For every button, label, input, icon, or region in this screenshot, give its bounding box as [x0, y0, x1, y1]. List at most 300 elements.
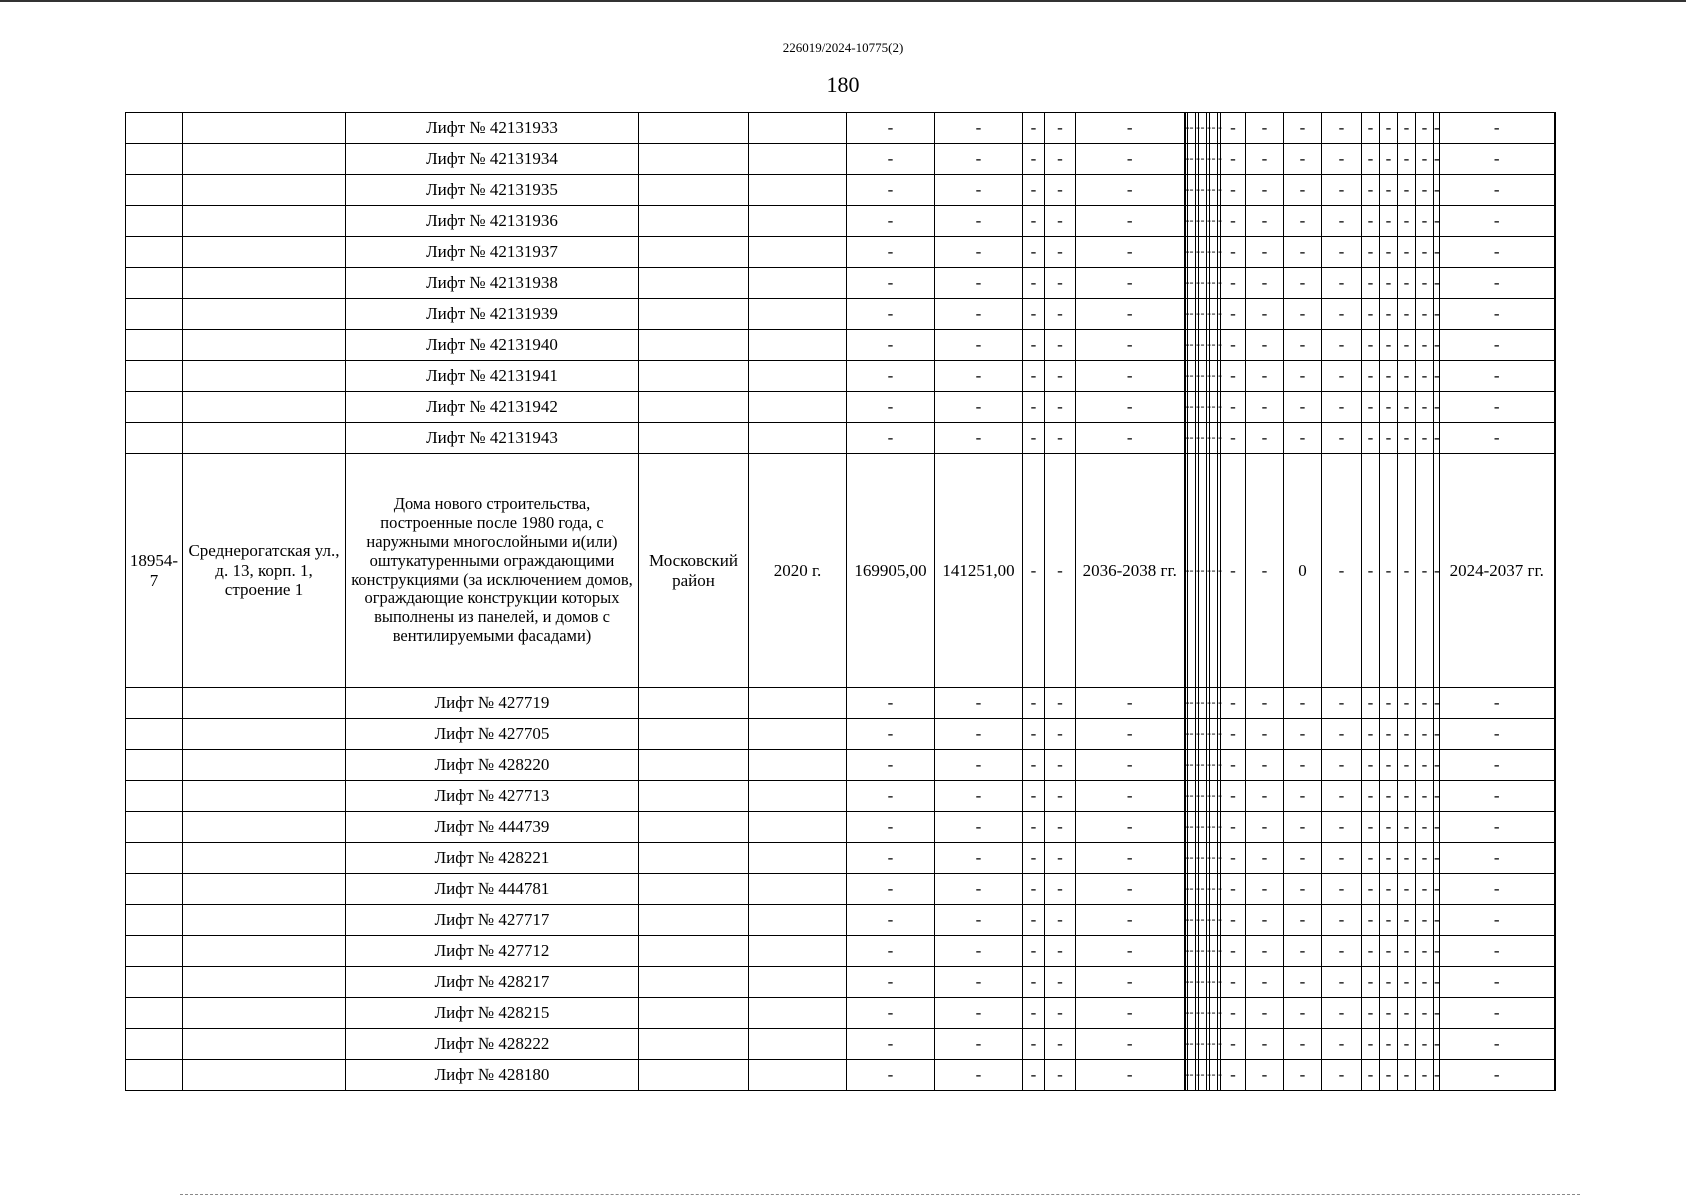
dash-cell: - [1207, 454, 1210, 688]
dash-cell: - [1322, 812, 1362, 843]
dash-cell: - [847, 843, 935, 874]
dash-cell: - [1218, 392, 1221, 423]
dash-cell: - [1185, 299, 1188, 330]
lift-row [126, 719, 1555, 750]
dash-cell: - [1196, 936, 1199, 967]
dash-cell: - [1434, 843, 1440, 874]
dash-cell: - [1380, 423, 1398, 454]
dash-cell: - [1398, 688, 1416, 719]
dash-cell: - [1210, 843, 1218, 874]
dash-cell: - [1196, 781, 1199, 812]
dash-cell: - [935, 905, 1023, 936]
dash-cell: - [1221, 967, 1246, 998]
dash-cell: - [1076, 843, 1185, 874]
dash-cell: - [1210, 874, 1218, 905]
dash-cell: - [1246, 299, 1284, 330]
dash-cell: - [1218, 719, 1221, 750]
dash-cell: - [1185, 361, 1188, 392]
empty-cell [639, 967, 749, 998]
dash-cell: - [1218, 781, 1221, 812]
dash-cell: - [1434, 330, 1440, 361]
lift-name-cell: Лифт № 427717 [346, 905, 639, 936]
lift-row [126, 206, 1555, 237]
dash-cell: - [1246, 268, 1284, 299]
dash-cell: - [1440, 905, 1555, 936]
dash-cell: - [935, 392, 1023, 423]
lift-name-cell: Лифт № 42131941 [346, 361, 639, 392]
dash-cell: - [1023, 812, 1045, 843]
empty-cell [639, 936, 749, 967]
dash-cell: - [847, 392, 935, 423]
dash-cell: - [1322, 330, 1362, 361]
dash-cell: - [1221, 1060, 1246, 1091]
dash-cell: - [1284, 392, 1322, 423]
dash-cell: - [1284, 423, 1322, 454]
dash-cell: - [1185, 423, 1188, 454]
lift-name-cell: Лифт № 42131940 [346, 330, 639, 361]
empty-cell [749, 268, 847, 299]
empty-cell [749, 998, 847, 1029]
dash-cell: - [1185, 843, 1188, 874]
dash-cell: - [1416, 998, 1434, 1029]
lift-row [126, 361, 1555, 392]
dash-cell: - [1076, 874, 1185, 905]
dash-cell: - [1362, 237, 1380, 268]
empty-cell [749, 812, 847, 843]
dash-cell: - [847, 299, 935, 330]
dash-cell: - [1210, 688, 1218, 719]
dash-cell: - [1362, 998, 1380, 1029]
dash-cell: - [1045, 998, 1076, 1029]
empty-cell [749, 299, 847, 330]
district-cell: Московский район [639, 454, 749, 688]
dash-cell: - [1221, 843, 1246, 874]
dash-cell: - [1023, 299, 1045, 330]
dash-cell: - [1023, 967, 1045, 998]
dash-cell: - [1076, 719, 1185, 750]
empty-cell [183, 905, 346, 936]
lift-name-cell: Лифт № 444739 [346, 812, 639, 843]
dash-cell: - [1398, 719, 1416, 750]
dash-cell: - [1398, 237, 1416, 268]
dash-cell: - [1076, 812, 1185, 843]
dash-cell: - [1440, 843, 1555, 874]
empty-cell [639, 175, 749, 206]
dash-cell: - [1210, 423, 1218, 454]
dash-cell: - [1434, 905, 1440, 936]
dash-cell: - [1023, 454, 1045, 688]
dash-cell: - [1434, 781, 1440, 812]
dash-cell: - [1207, 874, 1210, 905]
lift-row [126, 330, 1555, 361]
dash-cell: - [1045, 688, 1076, 719]
dash-cell: - [1196, 206, 1199, 237]
dash-cell: - [1188, 812, 1196, 843]
dash-cell: - [1045, 1060, 1076, 1091]
dash-cell: - [1218, 361, 1221, 392]
dash-cell: - [1221, 874, 1246, 905]
dash-cell: - [935, 1060, 1023, 1091]
dash-cell: - [1221, 392, 1246, 423]
dash-cell: - [1218, 998, 1221, 1029]
dash-cell: - [1076, 688, 1185, 719]
dash-cell: - [1210, 237, 1218, 268]
dash-cell: - [1199, 423, 1207, 454]
empty-cell [639, 750, 749, 781]
dash-cell: - [1380, 454, 1398, 688]
dash-cell: - [1045, 967, 1076, 998]
dash-cell: - [1207, 268, 1210, 299]
dash-cell: - [1023, 905, 1045, 936]
dash-cell: - [1188, 113, 1196, 144]
empty-cell [749, 843, 847, 874]
dash-cell: - [1045, 936, 1076, 967]
empty-cell [639, 1029, 749, 1060]
empty-cell [639, 423, 749, 454]
dash-cell: - [1380, 299, 1398, 330]
dash-cell: - [1185, 998, 1188, 1029]
dash-cell: - [1284, 812, 1322, 843]
dash-cell: - [1045, 812, 1076, 843]
dash-cell: - [1362, 843, 1380, 874]
dash-cell: - [1076, 936, 1185, 967]
dash-cell: - [1218, 175, 1221, 206]
dash-cell: - [1284, 206, 1322, 237]
dash-cell: - [1221, 998, 1246, 1029]
dash-cell: - [1221, 454, 1246, 688]
dash-cell: - [1398, 268, 1416, 299]
dash-cell: - [1023, 330, 1045, 361]
dash-cell: - [935, 423, 1023, 454]
dash-cell: - [1246, 812, 1284, 843]
dash-cell: - [1023, 206, 1045, 237]
dash-cell: - [1221, 905, 1246, 936]
lift-name-cell: Лифт № 428180 [346, 1060, 639, 1091]
dash-cell: - [1207, 688, 1210, 719]
dash-cell: - [1284, 299, 1322, 330]
dash-cell: - [1045, 113, 1076, 144]
empty-cell [749, 144, 847, 175]
dash-cell: - [1221, 113, 1246, 144]
dash-cell: - [1246, 719, 1284, 750]
dash-cell: - [1440, 936, 1555, 967]
empty-cell [749, 330, 847, 361]
dash-cell: - [1322, 392, 1362, 423]
dash-cell: - [1045, 361, 1076, 392]
dash-cell: - [1196, 874, 1199, 905]
dash-cell: - [1284, 268, 1322, 299]
dash-cell: - [1398, 905, 1416, 936]
empty-cell [126, 175, 183, 206]
empty-cell [183, 330, 346, 361]
empty-cell [183, 967, 346, 998]
dash-cell: - [1434, 812, 1440, 843]
dash-cell: - [1210, 206, 1218, 237]
dash-cell: - [1440, 781, 1555, 812]
empty-cell [126, 843, 183, 874]
dash-cell: - [1185, 905, 1188, 936]
scan-top-border [0, 0, 1686, 2]
dash-cell: - [1434, 998, 1440, 1029]
dash-cell: - [1207, 113, 1210, 144]
dash-cell: - [935, 237, 1023, 268]
dash-cell: - [1023, 874, 1045, 905]
dash-cell: - [1188, 1029, 1196, 1060]
dash-cell: - [1199, 361, 1207, 392]
dash-cell: - [1185, 936, 1188, 967]
dash-cell: - [1188, 750, 1196, 781]
empty-cell [126, 688, 183, 719]
dash-cell: - [1196, 268, 1199, 299]
empty-cell [749, 688, 847, 719]
dash-cell: - [1416, 843, 1434, 874]
dash-cell: - [1434, 175, 1440, 206]
empty-cell [749, 750, 847, 781]
dash-cell: - [1284, 175, 1322, 206]
dash-cell: - [1246, 454, 1284, 688]
dash-cell: - [1246, 874, 1284, 905]
dash-cell: - [1284, 113, 1322, 144]
dash-cell: - [1398, 998, 1416, 1029]
dash-cell: - [1398, 299, 1416, 330]
dash-cell: - [1076, 144, 1185, 175]
dash-cell: - [1199, 936, 1207, 967]
empty-cell [183, 175, 346, 206]
dash-cell: - [1221, 719, 1246, 750]
dash-cell: - [1322, 874, 1362, 905]
dash-cell: - [1322, 843, 1362, 874]
dash-cell: - [1185, 268, 1188, 299]
dash-cell: - [1362, 175, 1380, 206]
dash-cell: - [1416, 268, 1434, 299]
lift-name-cell: Лифт № 428220 [346, 750, 639, 781]
empty-cell [126, 1029, 183, 1060]
dash-cell: - [1207, 237, 1210, 268]
empty-cell [183, 268, 346, 299]
dash-cell: - [1398, 454, 1416, 688]
dash-cell: - [1322, 113, 1362, 144]
dash-cell: - [1207, 392, 1210, 423]
dash-cell: - [1076, 237, 1185, 268]
dash-cell: - [1440, 423, 1555, 454]
dash-cell: - [1440, 688, 1555, 719]
empty-cell [126, 905, 183, 936]
dash-cell: - [1023, 392, 1045, 423]
dash-cell: - [1398, 874, 1416, 905]
dash-cell: - [1196, 1029, 1199, 1060]
empty-cell [126, 998, 183, 1029]
lift-row [126, 113, 1555, 144]
dash-cell: - [1398, 361, 1416, 392]
dash-cell: - [847, 361, 935, 392]
dash-cell: - [1076, 967, 1185, 998]
dash-cell: - [1218, 330, 1221, 361]
empty-cell [639, 361, 749, 392]
empty-cell [639, 843, 749, 874]
dash-cell: - [1434, 936, 1440, 967]
dash-cell: - [1380, 206, 1398, 237]
dash-cell: - [1434, 874, 1440, 905]
lift-row [126, 812, 1555, 843]
dash-cell: - [1440, 268, 1555, 299]
dash-cell: - [1440, 750, 1555, 781]
empty-cell [639, 719, 749, 750]
dash-cell: - [1196, 719, 1199, 750]
scan-bottom-border [180, 1194, 1580, 1196]
dash-cell: - [1188, 330, 1196, 361]
dash-cell: - [1440, 113, 1555, 144]
dash-cell: - [1398, 175, 1416, 206]
dash-cell: - [1188, 268, 1196, 299]
dash-cell: - [1196, 967, 1199, 998]
lift-name-cell: Лифт № 427712 [346, 936, 639, 967]
dash-cell: - [1188, 423, 1196, 454]
dash-cell: - [1434, 719, 1440, 750]
dash-cell: - [1416, 330, 1434, 361]
empty-cell [749, 1060, 847, 1091]
dash-cell: - [1185, 1060, 1188, 1091]
dash-cell: - [1045, 175, 1076, 206]
dash-cell: - [1221, 330, 1246, 361]
dash-cell: - [1322, 361, 1362, 392]
dash-cell: - [847, 998, 935, 1029]
dash-cell: - [1196, 361, 1199, 392]
empty-cell [183, 1029, 346, 1060]
dash-cell: - [1284, 905, 1322, 936]
dash-cell: - [1322, 750, 1362, 781]
dash-cell: - [1188, 206, 1196, 237]
dash-cell: - [1188, 967, 1196, 998]
empty-cell [639, 299, 749, 330]
building-row [126, 454, 1555, 688]
dash-cell: - [1218, 936, 1221, 967]
dash-cell: - [935, 113, 1023, 144]
dash-cell: - [1434, 113, 1440, 144]
dash-cell: - [1196, 113, 1199, 144]
dash-cell: - [1210, 392, 1218, 423]
dash-cell: - [1434, 144, 1440, 175]
dash-cell: - [1221, 423, 1246, 454]
dash-cell: - [1246, 967, 1284, 998]
empty-cell [639, 812, 749, 843]
empty-cell [639, 268, 749, 299]
lift-row [126, 268, 1555, 299]
dash-cell: - [1246, 936, 1284, 967]
dash-cell: - [1380, 688, 1398, 719]
dash-cell: - [1416, 175, 1434, 206]
dash-cell: - [1398, 206, 1416, 237]
dash-cell: - [1440, 392, 1555, 423]
dash-cell: - [1207, 299, 1210, 330]
dash-cell: - [1221, 688, 1246, 719]
dash-cell: - [1380, 175, 1398, 206]
dash-cell: - [1188, 874, 1196, 905]
empty-cell [749, 361, 847, 392]
dash-cell: - [1188, 175, 1196, 206]
dash-cell: - [1362, 719, 1380, 750]
dash-cell: - [1284, 998, 1322, 1029]
dash-cell: - [1188, 454, 1196, 688]
dash-cell: - [1362, 392, 1380, 423]
dash-cell: - [1434, 423, 1440, 454]
dash-cell: - [1185, 967, 1188, 998]
dash-cell: - [1416, 812, 1434, 843]
dash-cell: - [1185, 1029, 1188, 1060]
dash-cell: - [847, 175, 935, 206]
dash-cell: - [1398, 144, 1416, 175]
lift-name-cell: Лифт № 42131942 [346, 392, 639, 423]
dash-cell: - [1045, 268, 1076, 299]
dash-cell: - [1398, 781, 1416, 812]
dash-cell: - [1045, 144, 1076, 175]
dash-cell: - [847, 144, 935, 175]
living-area-cell: 141251,00 [935, 454, 1023, 688]
dash-cell: - [1380, 781, 1398, 812]
lift-row [126, 688, 1555, 719]
empty-cell [749, 874, 847, 905]
dash-cell: - [1188, 688, 1196, 719]
dash-cell: - [1322, 905, 1362, 936]
dash-cell: - [1045, 330, 1076, 361]
dash-cell: - [1284, 1029, 1322, 1060]
dash-cell: - [1322, 967, 1362, 998]
dash-cell: - [1199, 175, 1207, 206]
dash-cell: - [1023, 1029, 1045, 1060]
empty-cell [126, 361, 183, 392]
lift-name-cell: Лифт № 428222 [346, 1029, 639, 1060]
lift-name-cell: Лифт № 42131933 [346, 113, 639, 144]
dash-cell: - [1045, 781, 1076, 812]
dash-cell: - [1210, 330, 1218, 361]
dash-cell: - [1221, 206, 1246, 237]
lift-row [126, 781, 1555, 812]
lift-row [126, 750, 1555, 781]
empty-cell [183, 237, 346, 268]
dash-cell: - [1210, 113, 1218, 144]
dash-cell: - [1440, 237, 1555, 268]
dash-cell: - [1045, 454, 1076, 688]
dash-cell: - [1023, 719, 1045, 750]
empty-cell [183, 206, 346, 237]
dash-cell: - [1221, 812, 1246, 843]
empty-cell [126, 237, 183, 268]
document-number: 226019/2024-10775(2) [782, 40, 904, 55]
dash-cell: - [1380, 843, 1398, 874]
dash-cell: - [1218, 967, 1221, 998]
dash-cell: - [1210, 812, 1218, 843]
empty-cell [749, 1029, 847, 1060]
empty-cell [183, 874, 346, 905]
dash-cell: - [1380, 1060, 1398, 1091]
dash-cell: - [1207, 144, 1210, 175]
dash-cell: - [1045, 905, 1076, 936]
dash-cell: - [1023, 113, 1045, 144]
empty-cell [749, 905, 847, 936]
dash-cell: - [935, 330, 1023, 361]
dash-cell: - [1185, 812, 1188, 843]
dash-cell: - [1199, 750, 1207, 781]
dash-cell: - [1218, 454, 1221, 688]
dash-cell: - [1196, 750, 1199, 781]
dash-cell: - [1199, 843, 1207, 874]
dash-cell: - [1362, 299, 1380, 330]
empty-cell [126, 144, 183, 175]
dash-cell: - [1221, 781, 1246, 812]
dash-cell: - [1207, 361, 1210, 392]
dash-cell: - [1322, 206, 1362, 237]
dash-cell: - [847, 688, 935, 719]
dash-cell: - [1416, 905, 1434, 936]
